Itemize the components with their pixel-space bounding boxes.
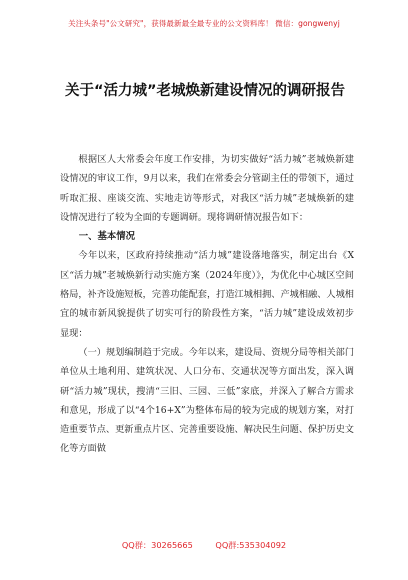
section-heading: 一、基本情况 bbox=[78, 231, 136, 243]
document-body bbox=[60, 150, 354, 459]
document-title: 关于“活力城”老城焕新建设情况的调研报告 bbox=[64, 83, 346, 99]
body-paragraph: （一）规划编制趋于完成。今年以来，建设局、资规分局等相关部门单位从土地利用、建筑状况、人口分布、交通状况等方面出发，深入调研“活力城”现状，搜清“三旧、三园、三低”家底，并深入了解合方需求和意见，形成了以“4个16+X”为整体布局的较为完成的规划方案，对打造重要节点、更新重点片区、完善重要设施、解决民生问题、保护历史文化等方面做 bbox=[60, 346, 355, 455]
footer-qq-group-1: QQ群：30265665 bbox=[121, 540, 193, 550]
header-banner: 关注头条号"公文研究"，获得最新最全最专业的公文资料库！ 微信：gongwenyj bbox=[68, 19, 340, 28]
intro-paragraph: 根据区人大常委会年度工作安排，为切实做好“活力城”老城焕新建设情况的审议工作，9月以来，我们在常委会分管副主任的带领下，通过听取汇报、座谈交流、实地走访等形式，对我区“活力城”老城焕新的建设情况进行了较为全面的专题调研。现将调研情况报告如下： bbox=[60, 154, 354, 223]
footer-qq-group-2: QQ群:535304092 bbox=[215, 540, 287, 550]
footer bbox=[0, 540, 408, 551]
body-paragraph: 今年以来，区政府持续推动“活力城”建设落地落实，制定出台《X区“活力城”老城焕新行动实施方案（2024年度）》，为优化中心城区空间格局，补齐设施短板，完善功能配套，打造江城相拥、产城相融、人城相宜的城市新风貌提供了切实可行的阶段性方案，“活力城”建设成效初步显现： bbox=[60, 250, 354, 339]
